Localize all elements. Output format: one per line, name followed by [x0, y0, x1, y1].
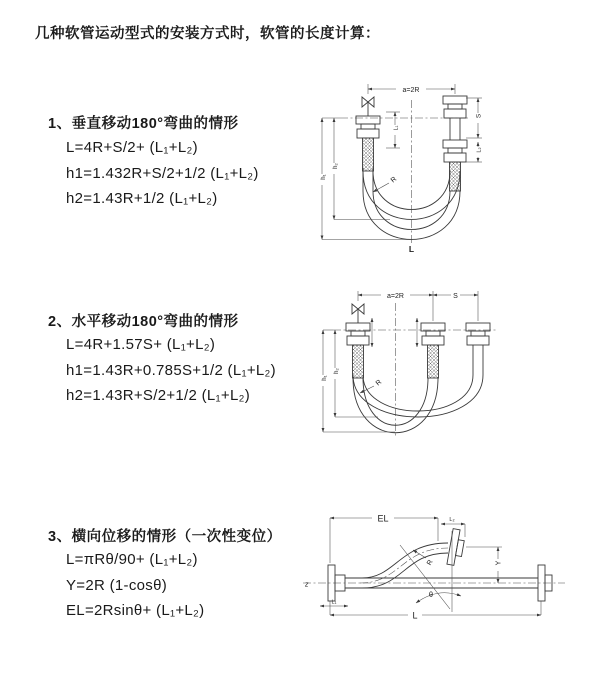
hose-assembly: [346, 304, 490, 433]
radius-label: R: [374, 378, 384, 388]
dim-l2-label: L₂: [449, 517, 455, 523]
dim-l1-label: L₁: [393, 125, 400, 131]
radius-label: R: [389, 175, 399, 185]
dim-h2-label: h₂: [334, 368, 340, 374]
diagram-vertical-180-bend: [310, 76, 600, 261]
section-3-heading: 3、横向位移的情形（一次性变位）: [48, 529, 282, 545]
centerline-z-mark: z: [305, 581, 309, 589]
angle-theta-label: θ: [428, 590, 434, 599]
page-title: 几种软管运动型式的安装方式时，软管的长度计算：: [35, 26, 380, 42]
section-1-formula-h1: h1=1.432R+S/2+1/2 (L₁+L₂): [66, 165, 259, 182]
dim-el-label: EL: [377, 513, 389, 524]
section-2-formula-h1: h1=1.43R+0.785S+1/2 (L₁+L₂): [66, 362, 276, 379]
valve-icon: [362, 97, 374, 116]
dim-l1-label: L₁: [331, 599, 337, 606]
dim-l-label: L: [412, 610, 418, 621]
diagram-lateral-displacement: [300, 505, 600, 645]
valve-icon: [352, 304, 364, 323]
dim-a2r-label: a=2R: [402, 87, 420, 94]
dimensions: [304, 513, 541, 621]
dim-l2-label: L₂: [476, 147, 483, 153]
hose-assembly: [328, 529, 552, 601]
section-2-heading: 2、水平移动180°弯曲的情形: [48, 314, 239, 330]
dim-h1-label: h₁: [321, 174, 327, 180]
section-2-formula-h2: h2=1.43R+S/2+1/2 (L₁+L₂): [66, 387, 251, 404]
dim-s-label: S: [453, 293, 458, 300]
braided-hose-left: [363, 138, 374, 171]
braided-hose-left: [353, 345, 364, 378]
section-2-formula-l: L=4R+1.57S+ (L₁+L₂): [66, 336, 216, 353]
section-1-heading: 1、垂直移动180°弯曲的情形: [48, 116, 239, 132]
dim-s-label: S: [475, 113, 483, 119]
radius-label: R: [426, 558, 435, 567]
braided-hose-right: [450, 162, 461, 191]
section-3-formula-el: EL=2Rsinθ+ (L₁+L₂): [66, 602, 205, 619]
dim-h2-label: h₂: [333, 163, 339, 169]
section-1-formula-h2: h2=1.43R+1/2 (L₁+L₂): [66, 190, 218, 207]
dim-l-label: L: [408, 244, 415, 254]
upper-flange: [447, 529, 466, 567]
braided-hose-middle: [428, 345, 439, 378]
section-3-formula-l: L=πRθ/90+ (L₁+L₂): [66, 551, 198, 568]
dim-h1-label: h₁: [322, 375, 328, 381]
diagram-horizontal-180-bend: [308, 283, 600, 448]
section-1-formula-l: L=4R+S/2+ (L₁+L₂): [66, 139, 198, 156]
section-3-formula-y: Y=2R (1-cosθ): [66, 577, 168, 594]
dim-y-label: Y: [495, 560, 503, 566]
dim-a2r-label: a=2R: [387, 293, 404, 300]
